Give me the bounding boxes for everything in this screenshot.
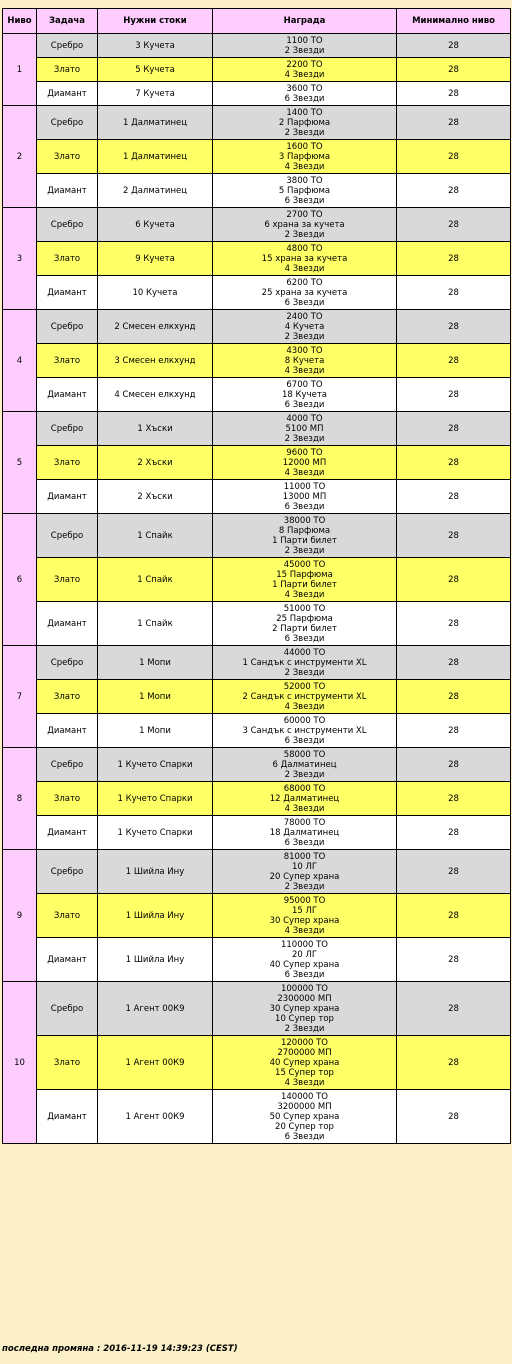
reward-cell (213, 982, 397, 1036)
reward-line: 58000 ТО (283, 749, 326, 760)
reward-line: 6 Звезди (284, 633, 325, 644)
reward-line: 12000 МП (282, 457, 327, 468)
min-level-cell: 28 (397, 1036, 511, 1090)
min-level-cell: 28 (397, 938, 511, 982)
goods-cell: 1 Кучето Спарки (98, 782, 213, 816)
reward-cell (213, 412, 397, 446)
goods-cell: 1 Спайк (98, 558, 213, 602)
reward-cell (213, 680, 397, 714)
reward-line: 44000 ТО (283, 647, 326, 658)
goods-cell: 1 Далматинец (98, 106, 213, 140)
reward-line: 6700 ТО (286, 379, 323, 390)
reward-line: 2 Звезди (284, 545, 325, 556)
reward-cell (213, 82, 397, 106)
min-level-cell: 28 (397, 140, 511, 174)
header-goods: Нужни стоки (98, 9, 213, 34)
reward-line: 6 Звезди (284, 93, 325, 104)
min-level-cell: 28 (397, 276, 511, 310)
goods-cell: 1 Агент 00К9 (98, 1090, 213, 1144)
reward-line: 3200000 МП (277, 1101, 332, 1112)
min-level-cell: 28 (397, 894, 511, 938)
task-cell: Диамант (37, 938, 98, 982)
reward-line: 1 Парти билет (272, 579, 337, 590)
task-cell: Злато (37, 782, 98, 816)
reward-cell (213, 140, 397, 174)
goods-cell: 1 Шийла Ину (98, 850, 213, 894)
reward-line: 6 Звезди (284, 399, 325, 410)
table-row (3, 208, 511, 242)
reward-line: 52000 ТО (283, 681, 326, 692)
reward-line: 15 Супер тор (275, 1067, 334, 1078)
goods-cell: 6 Кучета (98, 208, 213, 242)
reward-line: 30 Супер храна (269, 915, 340, 926)
reward-line: 6 Далматинец (272, 759, 337, 770)
min-level-cell: 28 (397, 558, 511, 602)
reward-line: 18 Далматинец (269, 827, 340, 838)
level-cell: 6 (3, 514, 37, 646)
task-cell: Злато (37, 1036, 98, 1090)
reward-cell (213, 208, 397, 242)
min-level-cell: 28 (397, 58, 511, 82)
goods-cell: 1 Спайк (98, 602, 213, 646)
reward-line: 15 Парфюма (276, 569, 333, 580)
table-row (3, 850, 511, 894)
reward-line: 4 Звезди (284, 161, 325, 172)
header-min-level: Минимално ниво (397, 9, 511, 34)
reward-line: 140000 ТО (280, 1091, 329, 1102)
reward-cell (213, 816, 397, 850)
reward-line: 2 Звезди (284, 433, 325, 444)
reward-line: 4 Звезди (284, 589, 325, 600)
reward-line: 6 Звезди (284, 969, 325, 980)
reward-cell (213, 646, 397, 680)
min-level-cell: 28 (397, 412, 511, 446)
reward-line: 10 ЛГ (291, 861, 318, 872)
table-row (3, 412, 511, 446)
min-level-cell: 28 (397, 242, 511, 276)
reward-line: 50 Супер храна (269, 1111, 340, 1122)
task-cell: Злато (37, 558, 98, 602)
reward-line: 81000 ТО (283, 851, 326, 862)
goods-cell: 1 Агент 00К9 (98, 982, 213, 1036)
level-cell: 2 (3, 106, 37, 208)
reward-cell (213, 1090, 397, 1144)
reward-line: 3 Парфюма (278, 151, 331, 162)
reward-line: 4 Звезди (284, 69, 325, 80)
reward-line: 12 Далматинец (269, 793, 340, 804)
task-cell: Сребро (37, 646, 98, 680)
reward-cell (213, 34, 397, 58)
min-level-cell: 28 (397, 1090, 511, 1144)
task-cell: Сребро (37, 748, 98, 782)
goods-cell: 1 Шийла Ину (98, 894, 213, 938)
reward-cell (213, 480, 397, 514)
min-level-cell: 28 (397, 680, 511, 714)
reward-line: 1100 ТО (286, 35, 323, 46)
min-level-cell: 28 (397, 514, 511, 558)
reward-line: 4000 ТО (286, 413, 323, 424)
reward-line: 4 Звезди (284, 467, 325, 478)
goods-cell: 9 Кучета (98, 242, 213, 276)
table-row (3, 378, 511, 412)
min-level-cell: 28 (397, 982, 511, 1036)
reward-line: 2 Звезди (284, 881, 325, 892)
table-row (3, 514, 511, 558)
reward-line: 2 Звезди (284, 331, 325, 342)
task-cell: Диамант (37, 816, 98, 850)
task-cell: Злато (37, 242, 98, 276)
min-level-cell: 28 (397, 816, 511, 850)
table-row (3, 344, 511, 378)
reward-line: 2 Звезди (284, 667, 325, 678)
reward-line: 4 Звезди (284, 925, 325, 936)
reward-cell (213, 514, 397, 558)
reward-line: 3800 ТО (286, 175, 323, 186)
min-level-cell: 28 (397, 748, 511, 782)
header-task: Задача (37, 9, 98, 34)
reward-cell (213, 850, 397, 894)
task-cell: Сребро (37, 514, 98, 558)
min-level-cell: 28 (397, 446, 511, 480)
task-cell: Сребро (37, 982, 98, 1036)
table-row (3, 602, 511, 646)
reward-line: 15 храна за кучета (261, 253, 348, 264)
reward-line: 8 Кучета (284, 355, 325, 366)
table-row (3, 782, 511, 816)
reward-line: 6200 ТО (286, 277, 323, 288)
task-cell: Сребро (37, 412, 98, 446)
reward-line: 6 Звезди (284, 735, 325, 746)
reward-line: 51000 ТО (283, 603, 326, 614)
level-cell: 1 (3, 34, 37, 106)
reward-line: 4 Кучета (284, 321, 325, 332)
header-reward: Награда (213, 9, 397, 34)
level-cell: 8 (3, 748, 37, 850)
reward-cell (213, 174, 397, 208)
task-cell: Злато (37, 680, 98, 714)
goods-cell: 1 Агент 00К9 (98, 1036, 213, 1090)
reward-line: 15 ЛГ (291, 905, 318, 916)
reward-line: 95000 ТО (283, 895, 326, 906)
task-cell: Сребро (37, 850, 98, 894)
reward-line: 4 Звезди (284, 803, 325, 814)
reward-line: 20 Супер храна (269, 871, 340, 882)
reward-line: 25 храна за кучета (261, 287, 348, 298)
reward-line: 6 Звезди (284, 837, 325, 848)
reward-line: 8 Парфюма (278, 525, 331, 536)
reward-line: 68000 ТО (283, 783, 326, 794)
reward-cell (213, 1036, 397, 1090)
reward-line: 9600 ТО (286, 447, 323, 458)
table-row (3, 714, 511, 748)
level-cell: 5 (3, 412, 37, 514)
reward-line: 4 Звезди (284, 1077, 325, 1088)
min-level-cell: 28 (397, 208, 511, 242)
level-cell: 7 (3, 646, 37, 748)
reward-cell (213, 378, 397, 412)
task-cell: Диамант (37, 378, 98, 412)
reward-line: 2 Звезди (284, 1023, 325, 1034)
goods-cell: 7 Кучета (98, 82, 213, 106)
min-level-cell: 28 (397, 174, 511, 208)
table-row (3, 1036, 511, 1090)
table-row (3, 140, 511, 174)
reward-line: 25 Парфюма (276, 613, 333, 624)
header-level: Ниво (3, 9, 37, 34)
goods-cell: 1 Кучето Спарки (98, 816, 213, 850)
reward-line: 5 Парфюма (278, 185, 331, 196)
reward-line: 2 Звезди (284, 769, 325, 780)
min-level-cell: 28 (397, 782, 511, 816)
reward-cell (213, 446, 397, 480)
reward-cell (213, 58, 397, 82)
reward-line: 6 Звезди (284, 297, 325, 308)
task-cell: Диамант (37, 714, 98, 748)
min-level-cell: 28 (397, 714, 511, 748)
min-level-cell: 28 (397, 34, 511, 58)
goods-cell: 3 Смесен елкхунд (98, 344, 213, 378)
goods-cell: 5 Кучета (98, 58, 213, 82)
reward-line: 5100 МП (285, 423, 324, 434)
reward-cell (213, 894, 397, 938)
reward-line: 2700000 МП (277, 1047, 332, 1058)
goods-cell: 1 Мопи (98, 714, 213, 748)
reward-line: 6 храна за кучета (264, 219, 345, 230)
goods-cell: 4 Смесен елкхунд (98, 378, 213, 412)
reward-cell (213, 310, 397, 344)
min-level-cell: 28 (397, 646, 511, 680)
table-row (3, 34, 511, 58)
goods-cell: 10 Кучета (98, 276, 213, 310)
table-body (3, 34, 511, 1144)
goods-cell: 1 Спайк (98, 514, 213, 558)
min-level-cell: 28 (397, 850, 511, 894)
min-level-cell: 28 (397, 82, 511, 106)
reward-line: 4300 ТО (286, 345, 323, 356)
reward-line: 2 Сандък с инструменти XL (242, 691, 367, 702)
goods-cell: 1 Далматинец (98, 140, 213, 174)
task-cell: Злато (37, 446, 98, 480)
goods-cell: 1 Кучето Спарки (98, 748, 213, 782)
task-cell: Сребро (37, 208, 98, 242)
task-cell: Сребро (37, 310, 98, 344)
level-cell: 4 (3, 310, 37, 412)
reward-cell (213, 602, 397, 646)
reward-line: 2 Звезди (284, 45, 325, 56)
table-row (3, 242, 511, 276)
goods-cell: 1 Хъски (98, 412, 213, 446)
goods-cell: 2 Далматинец (98, 174, 213, 208)
tasks-table (2, 8, 511, 1144)
table-row (3, 748, 511, 782)
task-cell: Диамант (37, 480, 98, 514)
reward-line: 3600 ТО (286, 83, 323, 94)
reward-line: 1600 ТО (286, 141, 323, 152)
goods-cell: 1 Шийла Ину (98, 938, 213, 982)
level-cell: 9 (3, 850, 37, 982)
task-cell: Злато (37, 344, 98, 378)
table-row (3, 982, 511, 1036)
reward-line: 1 Сандък с инструменти XL (242, 657, 367, 668)
reward-line: 110000 ТО (280, 939, 329, 950)
reward-line: 4 Звезди (284, 701, 325, 712)
reward-line: 1 Парти билет (272, 535, 337, 546)
task-cell: Злато (37, 894, 98, 938)
reward-cell (213, 106, 397, 140)
reward-cell (213, 714, 397, 748)
reward-line: 40 Супер храна (269, 1057, 340, 1068)
reward-cell (213, 242, 397, 276)
table-row (3, 1090, 511, 1144)
reward-line: 11000 ТО (283, 481, 326, 492)
level-cell: 3 (3, 208, 37, 310)
reward-line: 45000 ТО (283, 559, 326, 570)
reward-line: 2400 ТО (286, 311, 323, 322)
task-cell: Злато (37, 140, 98, 174)
task-cell: Диамант (37, 276, 98, 310)
reward-cell (213, 276, 397, 310)
reward-line: 6 Звезди (284, 501, 325, 512)
task-cell: Диамант (37, 174, 98, 208)
min-level-cell: 28 (397, 344, 511, 378)
goods-cell: 1 Мопи (98, 646, 213, 680)
reward-cell (213, 344, 397, 378)
goods-cell: 2 Хъски (98, 446, 213, 480)
task-cell: Злато (37, 58, 98, 82)
reward-cell (213, 748, 397, 782)
table-row (3, 58, 511, 82)
reward-line: 20 Супер тор (275, 1121, 334, 1132)
task-cell: Диамант (37, 82, 98, 106)
table-row (3, 480, 511, 514)
reward-line: 1400 ТО (286, 107, 323, 118)
reward-line: 2200 ТО (286, 59, 323, 70)
min-level-cell: 28 (397, 106, 511, 140)
header-row (3, 9, 511, 34)
table-row (3, 938, 511, 982)
reward-line: 40 Супер храна (269, 959, 340, 970)
reward-line: 2700 ТО (286, 209, 323, 220)
reward-line: 30 Супер храна (269, 1003, 340, 1014)
reward-cell (213, 558, 397, 602)
min-level-cell: 28 (397, 480, 511, 514)
goods-cell: 1 Мопи (98, 680, 213, 714)
reward-line: 6 Звезди (284, 195, 325, 206)
reward-line: 2 Звезди (284, 229, 325, 240)
table-row (3, 82, 511, 106)
table-row (3, 174, 511, 208)
reward-line: 6 Звезди (284, 1131, 325, 1142)
table-row (3, 446, 511, 480)
reward-line: 20 ЛГ (291, 949, 318, 960)
min-level-cell: 28 (397, 310, 511, 344)
reward-cell (213, 782, 397, 816)
task-cell: Диамант (37, 602, 98, 646)
task-cell: Сребро (37, 34, 98, 58)
task-cell: Диамант (37, 1090, 98, 1144)
reward-line: 3 Сандък с инструменти XL (242, 725, 367, 736)
reward-line: 2 Парти билет (272, 623, 337, 634)
reward-line: 18 Кучета (282, 389, 327, 400)
level-cell: 10 (3, 982, 37, 1144)
reward-line: 120000 ТО (280, 1037, 329, 1048)
reward-line: 78000 ТО (283, 817, 326, 828)
reward-line: 4800 ТО (286, 243, 323, 254)
table-row (3, 276, 511, 310)
reward-line: 100000 ТО (280, 983, 329, 994)
min-level-cell: 28 (397, 602, 511, 646)
task-cell: Сребро (37, 106, 98, 140)
reward-line: 4 Звезди (284, 263, 325, 274)
reward-line: 4 Звезди (284, 365, 325, 376)
reward-line: 10 Супер тор (275, 1013, 334, 1024)
min-level-cell: 28 (397, 378, 511, 412)
table-row (3, 310, 511, 344)
table-row (3, 816, 511, 850)
goods-cell: 2 Хъски (98, 480, 213, 514)
table-row (3, 680, 511, 714)
reward-line: 2 Звезди (284, 127, 325, 138)
reward-line: 13000 МП (282, 491, 327, 502)
table-row (3, 106, 511, 140)
table-row (3, 646, 511, 680)
table-row (3, 558, 511, 602)
reward-line: 38000 ТО (283, 515, 326, 526)
last-modified: последна промяна : 2016-11-19 14:39:23 (CEST) (2, 1344, 238, 1354)
goods-cell: 2 Смесен елкхунд (98, 310, 213, 344)
reward-line: 2 Парфюма (278, 117, 331, 128)
reward-line: 2300000 МП (277, 993, 332, 1004)
reward-line: 60000 ТО (283, 715, 326, 726)
reward-cell (213, 938, 397, 982)
table-row (3, 894, 511, 938)
goods-cell: 3 Кучета (98, 34, 213, 58)
